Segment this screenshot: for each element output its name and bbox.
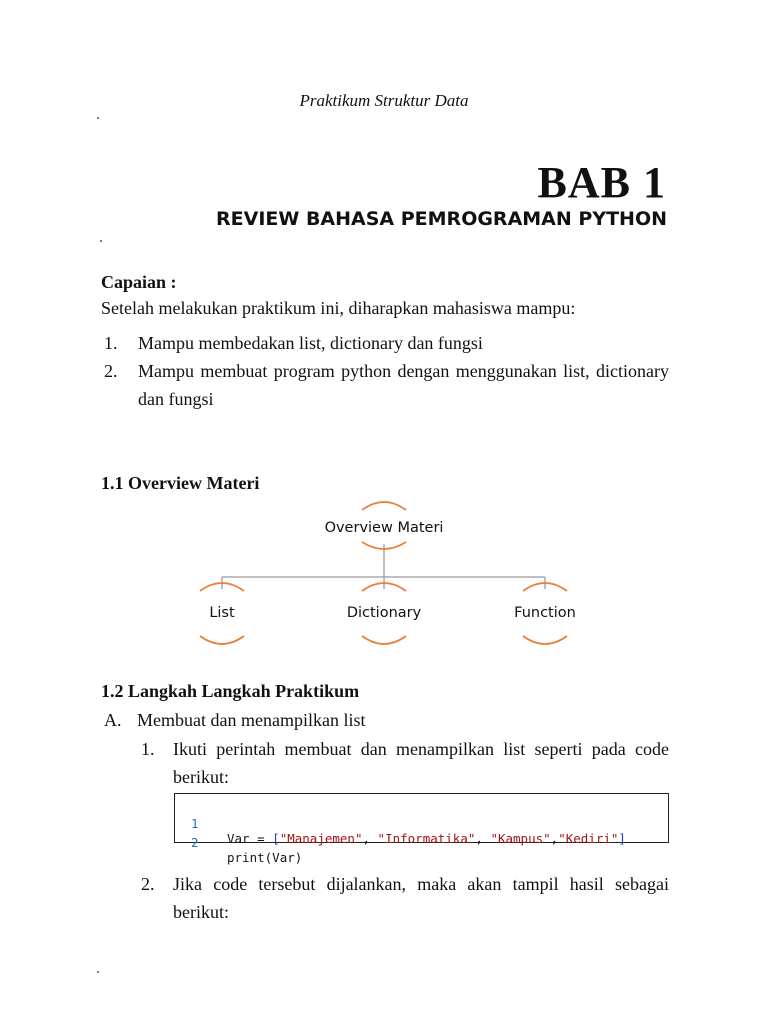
section-heading-overview: 1.1 Overview Materi — [101, 473, 260, 493]
margin-dot — [97, 971, 99, 973]
chapter-title: REVIEW BAHASA PEMROGRAMAN PYTHON — [216, 208, 667, 230]
diagram-root-node: Overview Materi — [324, 520, 444, 536]
sub-a-title: Membuat dan menampilkan list — [137, 710, 366, 730]
step-1-text: Ikuti perintah membuat dan menampilkan list seperti pada code berikut: — [173, 739, 669, 787]
section-heading-langkah: 1.2 Langkah Langkah Praktikum — [101, 681, 360, 701]
chapter-number: BAB 1 — [537, 158, 666, 207]
sub-a-letter: A. — [104, 710, 122, 730]
step-2-text: Jika code tersebut dijalankan, maka akan tampil hasil sebagai berikut: — [173, 874, 669, 922]
code-line-2: 2 print(Var) — [191, 835, 303, 865]
step-1-num: 1. — [141, 739, 155, 759]
running-head: Praktikum Struktur Data — [299, 91, 469, 110]
diagram-node-list: List — [209, 605, 235, 621]
margin-dot — [97, 117, 99, 119]
list-item: 1. Mampu membedakan list, dictionary dan fungsi — [104, 333, 483, 353]
step-2-num: 2. — [141, 874, 155, 894]
code-snippet — [174, 793, 669, 865]
capaian-list — [101, 329, 669, 413]
margin-dot — [100, 240, 102, 242]
diagram-node-dictionary: Dictionary — [346, 605, 422, 621]
capaian-intro: Setelah melakukan praktikum ini, diharapkan mahasiswa mampu: — [101, 298, 576, 318]
overview-diagram — [176, 496, 596, 651]
code-line-1: 1 Var = ["Manajemen", "Informatika", "Kampus","Kediri"] — [191, 816, 626, 846]
list-item: 2. Mampu membuat program python dengan menggunakan list, dictionary dan fungsi — [104, 361, 669, 409]
capaian-label: Capaian : — [101, 272, 177, 292]
diagram-node-function: Function — [514, 605, 576, 621]
